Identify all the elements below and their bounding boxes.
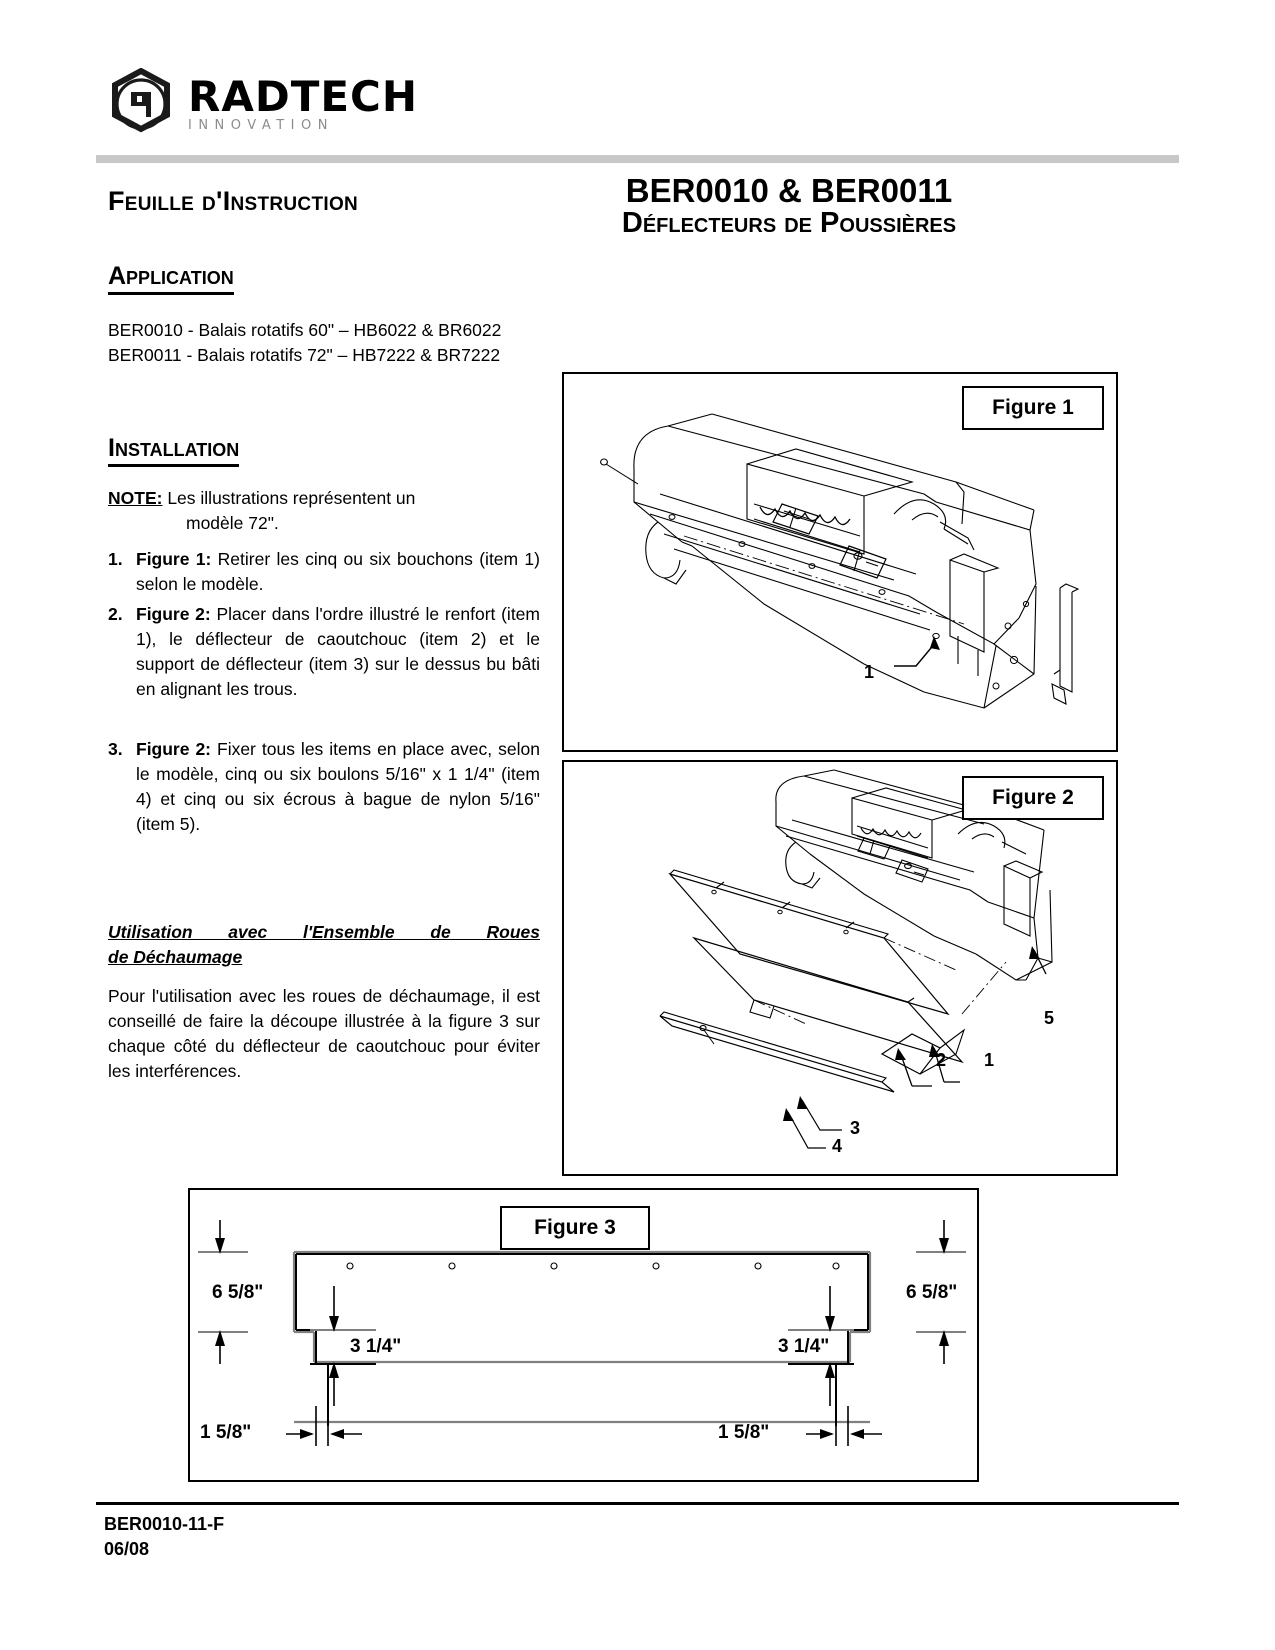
brand-logo	[104, 68, 418, 142]
step-text: Retirer les cinq ou six bouchons (item 1) selon le modèle.	[136, 549, 540, 594]
installation-note	[108, 486, 540, 536]
sheet-title: Feuille d'Instruction	[108, 186, 359, 216]
application-heading: Application	[108, 262, 234, 295]
step-text: Fixer tous les items en place avec, selon le modèle, cinq ou six boulons 5/16" x 1 1/4" (item 4) et cinq ou six écrous à bague de nylon 5/16" (item 5).	[136, 739, 540, 834]
step-figure-ref: Figure 2:	[136, 604, 211, 624]
step-number: 1.	[108, 549, 123, 569]
document-code: BER0010 & BER0011	[625, 172, 953, 209]
figure-1-callout-1: 1	[864, 662, 875, 682]
note-text: Les illustrations représentent un	[167, 488, 416, 508]
figure-3-dim-left-inner: 3 1/4"	[350, 1336, 402, 1357]
figure-3-label: Figure 3	[500, 1206, 650, 1250]
figure-2-callout-1: 1	[984, 1050, 995, 1070]
figure-2-drawing	[564, 762, 1112, 1170]
figure-2-callout-3: 3	[850, 1118, 861, 1138]
figure-2-panel	[562, 760, 1118, 1176]
usage-paragraph: Pour l'utilisation avec les roues de déchaumage, il est conseillé de faire la découpe illustrée à la figure 3 sur chaque côté du déflecteur de caoutchouc pour éviter les interférences.	[108, 986, 540, 1081]
footer-doc-number: BER0010-11-F	[104, 1514, 225, 1534]
figure-3-dim-right-bottom: 1 5/8"	[718, 1422, 770, 1443]
brand-tagline: INNOVATION	[188, 118, 334, 134]
figure-3-dim-right-vertical: 6 5/8"	[906, 1282, 958, 1303]
application-line-2: BER0011 - Balais rotatifs 72" – HB7222 & BR7222	[108, 345, 501, 365]
figure-3-dim-right-inner: 3 1/4"	[778, 1336, 830, 1357]
brand-name: RADTECH	[188, 71, 419, 121]
note-label: NOTE:	[108, 488, 163, 508]
step-figure-ref: Figure 1:	[136, 549, 212, 569]
radtech-hex-logo-icon	[104, 68, 178, 142]
install-step-1	[108, 547, 540, 597]
footer-divider	[96, 1502, 1179, 1505]
step-figure-ref: Figure 2:	[136, 739, 212, 759]
figure-2-callout-4: 4	[832, 1136, 843, 1156]
figure-3-dim-left-bottom: 1 5/8"	[200, 1422, 252, 1443]
installation-heading: Installation	[108, 434, 239, 467]
figure-2-callout-5: 5	[1044, 1008, 1055, 1028]
figure-1-label: Figure 1	[962, 386, 1104, 430]
figure-1-panel	[562, 372, 1118, 752]
header-divider	[96, 155, 1179, 163]
install-step-2	[108, 602, 540, 702]
usage-heading	[108, 920, 540, 970]
step-text: Placer dans l'ordre illustré le renfort (item 1), le déflecteur de caoutchouc (item 2) et le support de déflecteur (item 3) sur le dessus bu bâti en alignant les trous.	[136, 604, 540, 699]
footer-block	[104, 1512, 224, 1562]
figure-3-panel	[188, 1188, 979, 1482]
figure-2-label: Figure 2	[962, 776, 1104, 820]
install-step-3	[108, 737, 540, 837]
application-line-1: BER0010 - Balais rotatifs 60" – HB6022 & BR6022	[108, 320, 502, 340]
step-number: 3.	[108, 739, 123, 759]
note-text-cont: modèle 72".	[186, 513, 279, 533]
figure-3-dim-left-vertical: 6 5/8"	[212, 1282, 264, 1303]
footer-date: 06/08	[104, 1539, 150, 1559]
document-subtitle: Déflecteurs de Poussières	[621, 207, 957, 239]
step-number: 2.	[108, 604, 123, 624]
usage-heading-line-2: de Déchaumage	[108, 947, 243, 967]
figure-2-callout-2: 2	[936, 1050, 947, 1070]
usage-heading-line-1: Utilisation avec l'Ensemble de Roues	[108, 922, 540, 942]
